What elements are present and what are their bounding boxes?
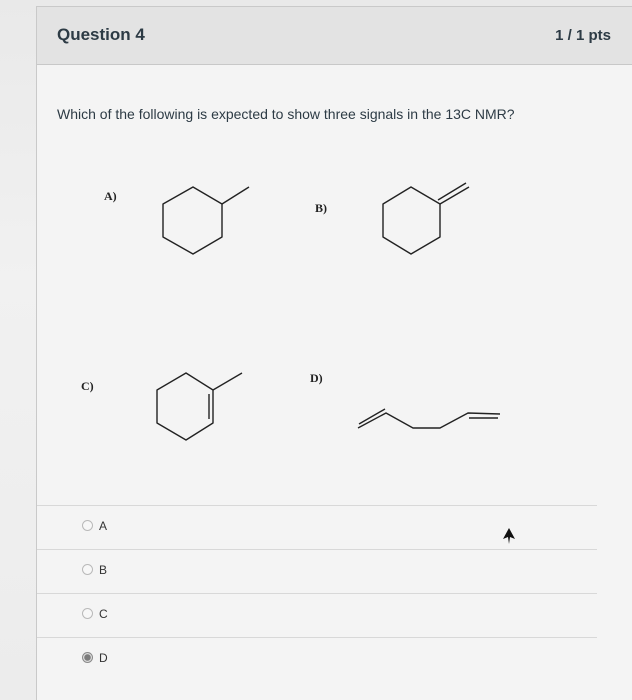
structure-c-methylcyclohexene: [157, 373, 242, 440]
structures-figure: [37, 157, 632, 487]
radio-a[interactable]: [82, 520, 93, 531]
answer-label-b: B: [99, 563, 108, 577]
radio-b[interactable]: [82, 564, 93, 575]
structure-b-methylenecyclohexane: [383, 183, 469, 254]
structure-label-c: C): [81, 379, 94, 393]
radio-c[interactable]: [82, 608, 93, 619]
answer-option-c[interactable]: [37, 593, 597, 637]
points-label: 1 / 1 pts: [555, 27, 611, 44]
structures-svg: [37, 157, 632, 487]
structure-a-methylcyclohexane: [163, 187, 249, 254]
structure-label-b: B): [315, 201, 327, 215]
answer-label-d: D: [99, 651, 108, 665]
mouse-cursor-icon: [502, 527, 516, 545]
radio-d[interactable]: [82, 652, 93, 663]
answer-option-d[interactable]: [37, 637, 597, 681]
answer-option-b[interactable]: [37, 549, 597, 593]
question-title: Question 4: [57, 25, 145, 44]
question-card: [36, 6, 632, 700]
structure-label-d: D): [310, 371, 323, 385]
answer-label-c: C: [99, 607, 108, 621]
answer-label-a: A: [99, 519, 108, 533]
structure-label-a: A): [104, 189, 117, 203]
structure-d-pentadiene: [358, 409, 500, 428]
question-header: [37, 7, 632, 65]
question-text: Which of the following is expected to show three signals in the 13C NMR?: [57, 106, 515, 122]
